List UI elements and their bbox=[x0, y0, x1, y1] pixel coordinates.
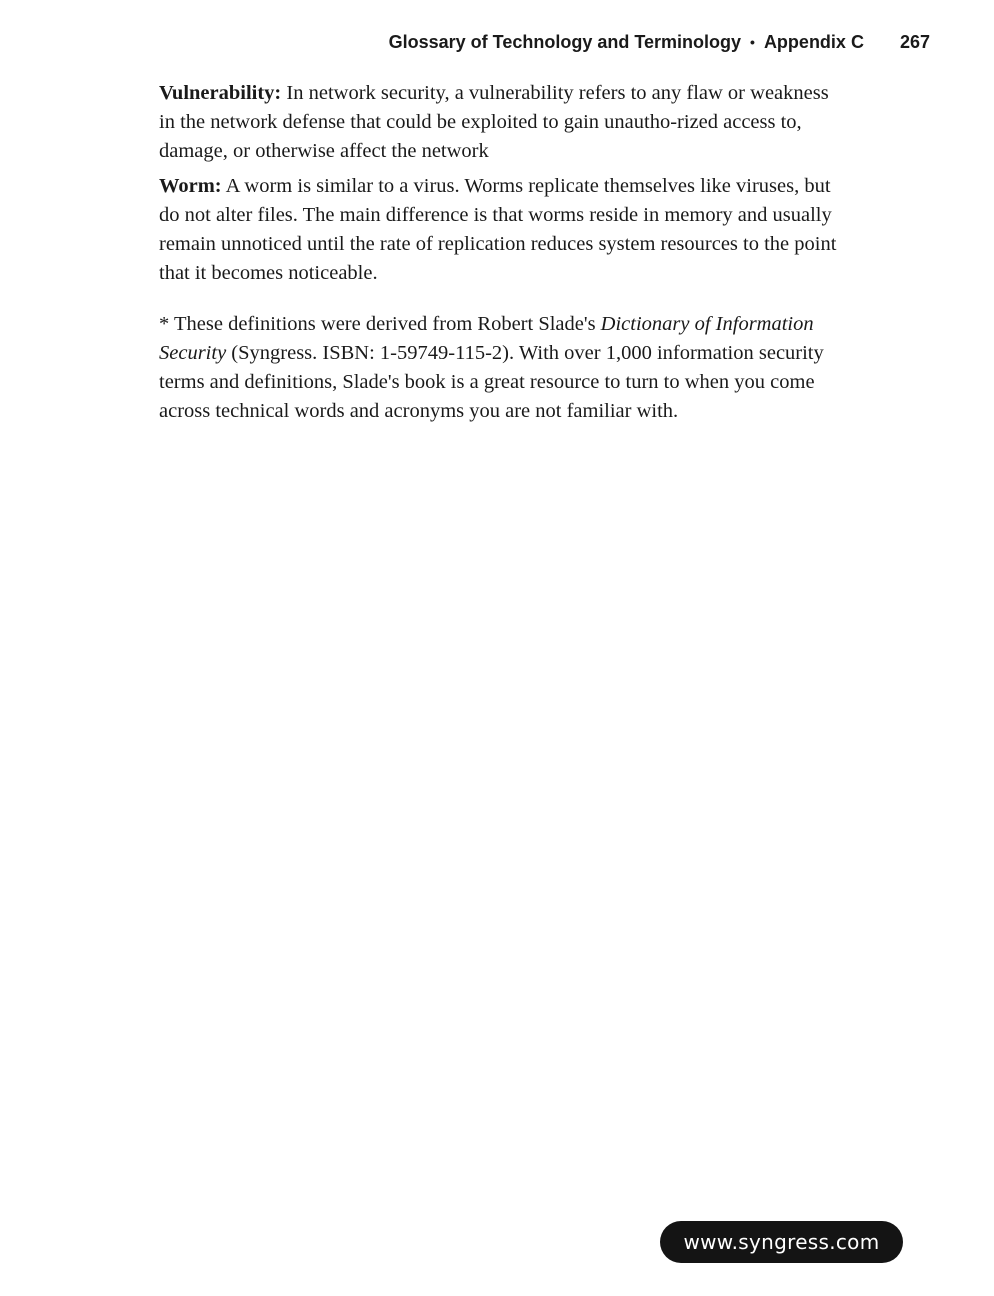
page-number: 267 bbox=[899, 32, 930, 52]
footnote-book-title: Dictionary of Information Security bbox=[159, 313, 814, 364]
term-vulnerability: Vulnerability: bbox=[159, 82, 282, 104]
footnote-prefix: * These definitions were derived from Robert Slade's bbox=[159, 313, 601, 335]
glossary-entry-worm bbox=[159, 172, 849, 288]
website-badge: www.syngress.com bbox=[660, 1221, 903, 1263]
definition-vulnerability: In network security, a vulnerability refers to any flaw or weakness in the network defense that could be exploited to gain unautho-rized access to, damage, or otherwise affect the network bbox=[159, 82, 829, 162]
running-header bbox=[300, 30, 930, 54]
footnote-suffix: (Syngress. ISBN: 1-59749-115-2). With over 1,000 information security terms and definitions, Slade's book is a great resource to turn to when you come across technical words and acronyms you are not familiar with. bbox=[159, 342, 824, 422]
term-worm: Worm: bbox=[159, 175, 222, 197]
glossary-entry-vulnerability bbox=[159, 79, 849, 166]
bullet-separator: • bbox=[750, 34, 755, 50]
appendix-label: Appendix C bbox=[763, 32, 864, 52]
section-title: Glossary of Technology and Terminology bbox=[388, 32, 742, 52]
definition-worm: A worm is similar to a virus. Worms replicate themselves like viruses, but do not alter files. The main difference is that worms reside in memory and usually remain unnoticed until the rate of replication reduces system resources to the point that it becomes noticeable. bbox=[159, 175, 837, 284]
footnote bbox=[159, 310, 849, 426]
glossary-content bbox=[159, 79, 849, 447]
